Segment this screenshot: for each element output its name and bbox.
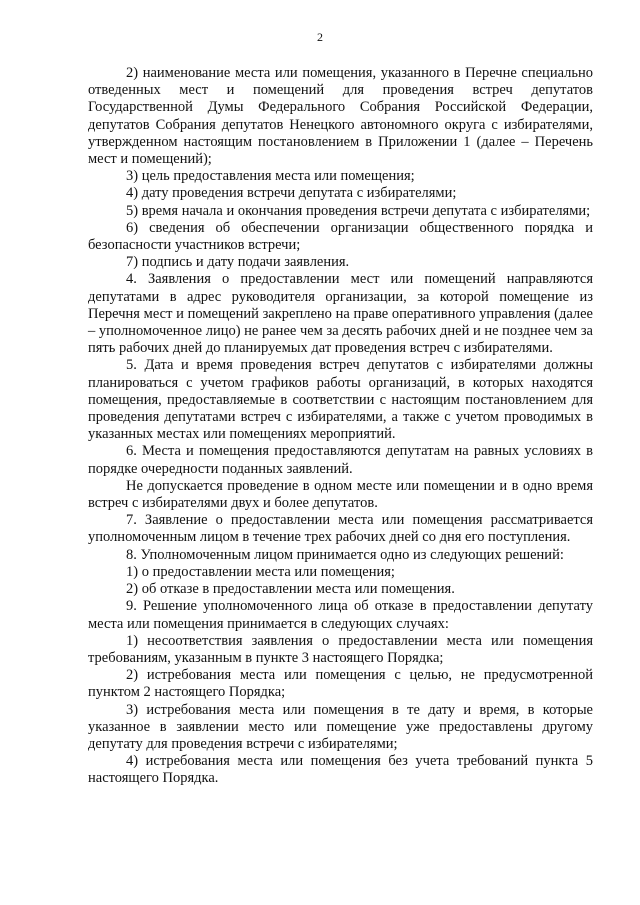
paragraph-item-5-meeting-time: 5) время начала и окончания проведения встречи депутата с избирателями; [126,202,591,219]
paragraph-clause-6-note: Не допускается проведение в одном месте или помещении и в одно время встреч с избирателями двух и более депутатов. [88,477,593,512]
paragraph-clause-9-case-3: 3) истребования места или помещения в те дату и время, в которые указанное в заявлении место или помещение уже предоставлены другому депутату для проведения встречи с избирателями; [88,701,593,752]
paragraph-clause-7: 7. Заявление о предоставлении места или помещения рассматривается уполномоченным лицом в течение трех рабочих дней со дня его поступления. [88,512,593,546]
paragraph-clause-9: 9. Решение уполномоченного лица об отказе в предоставлении депутату места или помещения принимается в следующих случаях: [88,598,593,632]
paragraph-clause-9-case-1: 1) несоответствия заявления о предоставлении места или помещения требованиям, указанным в пункте 3 настоящего Порядка; [88,632,593,666]
document-body [88,65,593,788]
paragraph-clause-8-option-1: 1) о предоставлении места или помещения; [126,563,395,580]
page-number: 2 [317,30,323,44]
paragraph-item-3-purpose: 3) цель предоставления места или помещения; [126,168,415,185]
paragraph-item-4-meeting-date: 4) дату проведения встречи депутата с избирателями; [126,185,457,202]
paragraph-item-2-location-name: 2) наименование места или помещения, указанного в Перечне специально отведенных мест и помещений для проведения встреч депутатов Государственной Думы Федерального Собрания Российской Федерации, депутатов Собрания депутатов Ненецкого автономного округа с избирателями, утвержденном настоящим постановлением в Приложении 1 (далее – Перечень мест и помещений); [88,65,593,168]
paragraph-clause-9-case-4: 4) истребования места или помещения без учета требований пункта 5 настоящего Порядка. [88,753,593,787]
paragraph-clause-5: 5. Дата и время проведения встреч депутатов с избирателями должны планироваться с учетом графиков работы организаций, в которых находятся помещения, предоставляемые в соответствии с настоящим постановлением для проведения депутатами встреч с избирателями, а также с учетом проводимых в указанных местах или помещениях мероприятий. [88,357,593,443]
paragraph-clause-9-case-2: 2) истребования места или помещения с целью, не предусмотренной пунктом 2 настоящего Порядка; [88,667,593,701]
paragraph-clause-8-option-2: 2) об отказе в предоставлении места или помещения. [126,581,455,598]
paragraph-clause-8: 8. Уполномоченным лицом принимается одно из следующих решений: [126,546,564,563]
paragraph-item-6-public-order: 6) сведения об обеспечении организации общественного порядка и безопасности участников встречи; [88,219,593,254]
paragraph-clause-4: 4. Заявления о предоставлении мест или помещений направляются депутатами в адрес руководителя организации, за которой помещение из Перечня мест и помещений закреплено на праве оперативного управления (далее – уполномоченное лицо) не ранее чем за десять рабочих дней и не позднее чем за пять рабочих дней до планируемых дат проведения встреч с избирателями. [88,271,593,357]
paragraph-clause-6: 6. Места и помещения предоставляются депутатам на равных условиях в порядке очередности поданных заявлений. [88,443,593,477]
paragraph-item-7-signature: 7) подпись и дату подачи заявления. [126,254,350,271]
